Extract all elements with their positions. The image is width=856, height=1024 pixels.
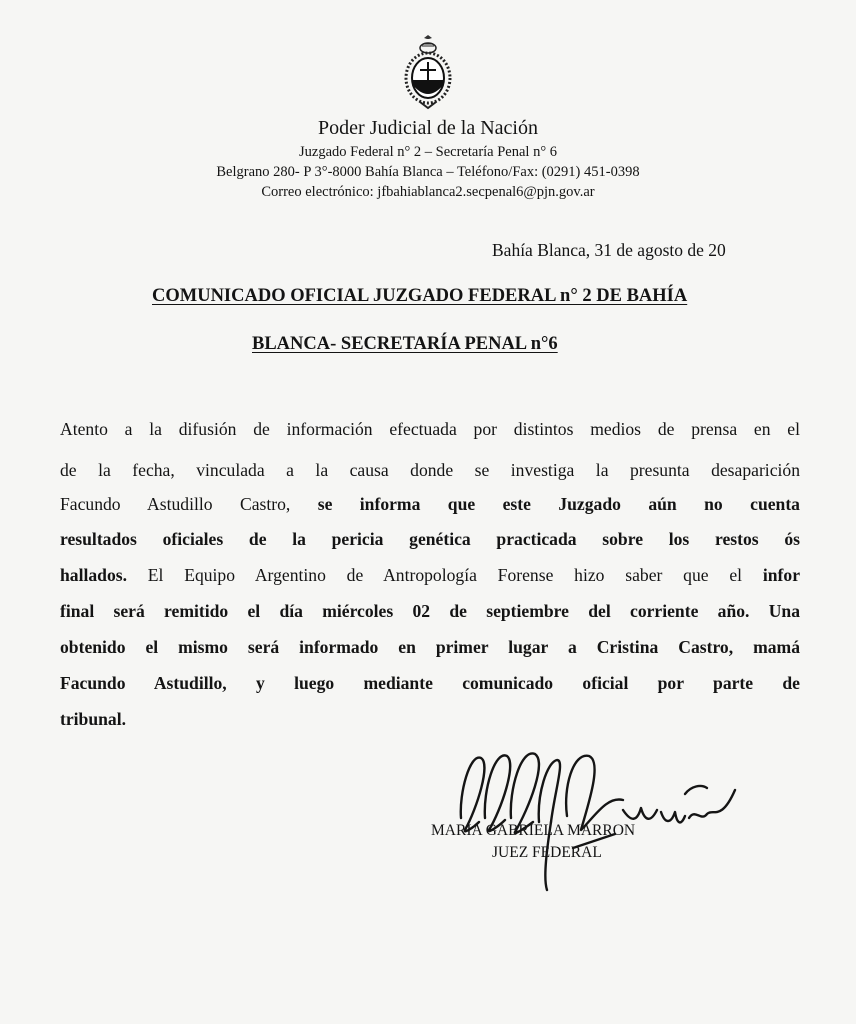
body-line (60, 708, 126, 730)
body-line (60, 459, 800, 481)
body-text-run: de la fecha, vinculada a la causa donde se investiga la presunta desaparición (60, 460, 800, 480)
signatory-name: MARIA GABRIELA MARRON (431, 822, 636, 839)
body-text-run: tribunal. (60, 709, 126, 729)
body-line (60, 564, 800, 586)
body-line (60, 418, 800, 440)
body-text-run: Facundo Astudillo Castro, (60, 494, 318, 514)
body-text-run: resultados oficiales de la pericia genética practicada sobre los restos ós (60, 529, 800, 549)
body-text-run: infor (762, 565, 800, 585)
signatory-title: JUEZ FEDERAL (492, 844, 602, 861)
body-text-run: hallados. (60, 565, 127, 585)
body-line (60, 672, 800, 694)
document-heading-line-2: BLANCA- SECRETARÍA PENAL n°6 (252, 334, 558, 354)
body-line (60, 528, 800, 550)
body-text-run: final será remitido el día miércoles 02 de septiembre del corriente año. Una (60, 601, 800, 621)
body-line (60, 636, 800, 658)
national-coat-of-arms-icon (402, 34, 454, 110)
body-line (60, 600, 800, 622)
body-line (60, 493, 800, 515)
institution-title: Poder Judicial de la Nación (318, 117, 538, 139)
body-text-run: Facundo Astudillo, y luego mediante comunicado oficial por parte de (60, 673, 800, 693)
body-text-run: se informa que este Juzgado aún no cuenta (317, 494, 800, 514)
court-address: Belgrano 280- P 3°-8000 Bahía Blanca – Teléfono/Fax: (0291) 451-0398 (216, 164, 640, 180)
court-name: Juzgado Federal n° 2 – Secretaría Penal n° 6 (298, 144, 557, 160)
court-email: Correo electrónico: jfbahiablanca2.secpenal6@pjn.gov.ar (261, 184, 595, 200)
body-text-run: obtenido el mismo será informado en primer lugar a Cristina Castro, mamá (60, 637, 800, 657)
handwritten-signature (455, 738, 745, 898)
body-text-run: Atento a la difusión de información efectuada por distintos medios de prensa en el (60, 419, 800, 439)
body-text-run: El Equipo Argentino de Antropología Forense hizo saber que el (126, 565, 763, 585)
document-heading-line-1: COMUNICADO OFICIAL JUZGADO FEDERAL n° 2 DE BAHÍA (152, 286, 688, 306)
document-date: Bahía Blanca, 31 de agosto de 20 (492, 240, 726, 260)
